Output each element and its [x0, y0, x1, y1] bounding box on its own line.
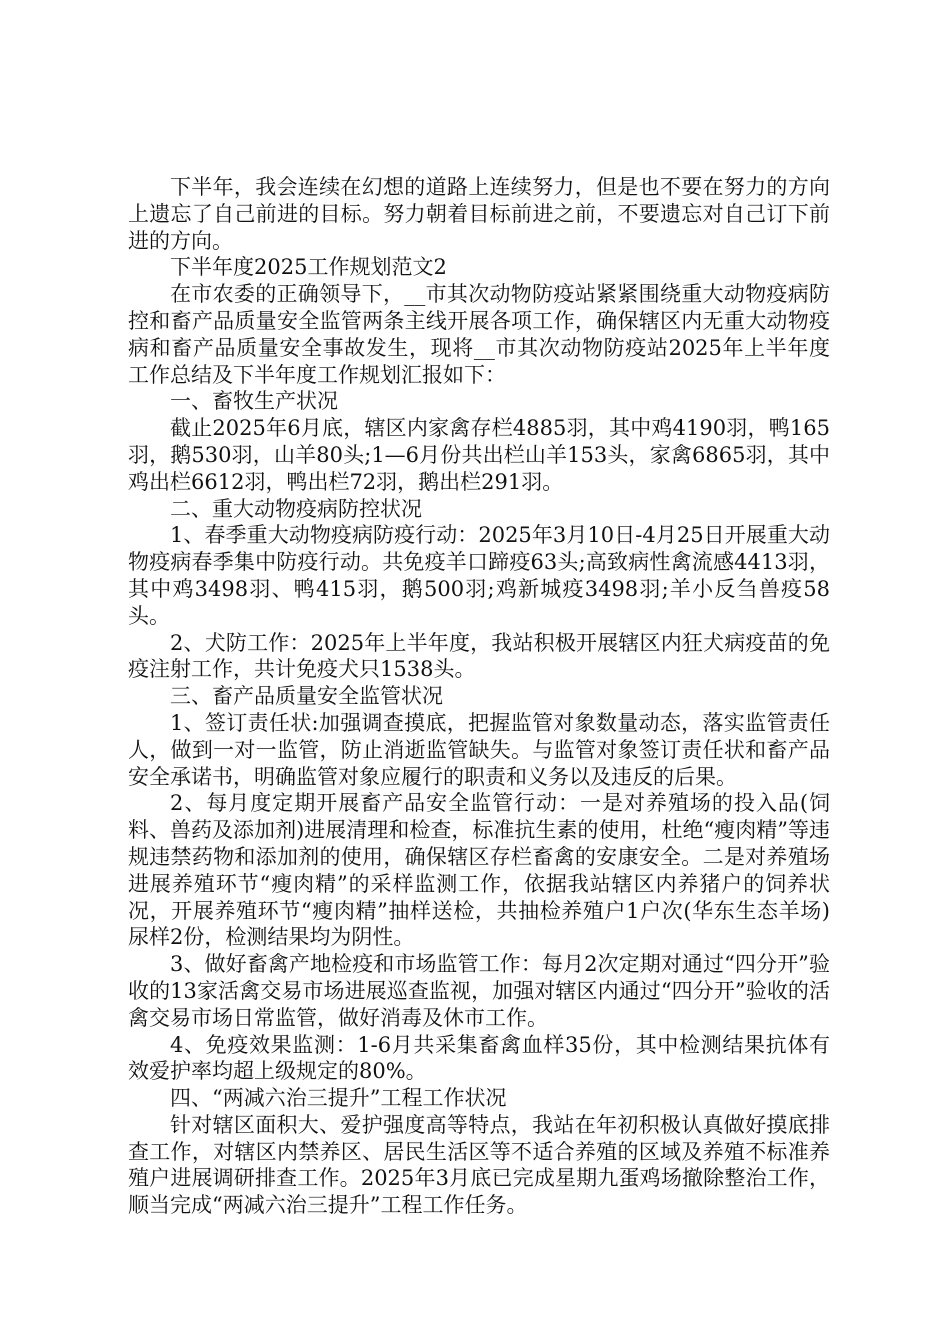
paragraph-project-details: 针对辖区面积大、爱护强度高等特点，我站在年初积极认真做好摸底排查工作，对辖区内禁养区、居民生活区等不适合养殖的区域及养殖不标准养殖户进展调研排查工作。2025年3月底已完成星期九蛋鸡场撤除整治工作，顺当完成“两减六治三提升”工程工作任务。 [128, 1112, 830, 1218]
paragraph-spring-prevention: 1、春季重大动物疫病防疫行动：2025年3月10日-4月25日开展重大动物疫病春季集中防疫行动。共免疫羊口蹄疫63头;高致病性禽流感4413羽，其中鸡3498羽、鸭415羽，鹅500羽;鸡新城疫3498羽;羊小反刍兽疫58头。 [128, 523, 830, 628]
paragraph-introduction: 在市农委的正确领导下，__市其次动物防疫站紧紧围绕重大动物疫病防控和畜产品质量安全监管两条主线开展各项工作，确保辖区内无重大动物疫病和畜产品质量安全事故发生，现将__市其次动物防疫站2025年上半年度工作总结及下半年度工作规划汇报如下： [128, 282, 830, 387]
paragraph-livestock-stats: 截止2025年6月底，辖区内家禽存栏4885羽，其中鸡4190羽，鸭165羽，鹅530羽，山羊80头;1—6月份共出栏山羊153头，家禽6865羽，其中鸡出栏6612羽，鸭出栏72羽，鹅出栏291羽。 [128, 416, 830, 494]
paragraph-rabies-prevention: 2、犬防工作：2025年上半年度，我站积极开展辖区内狂犬病疫苗的免疫注射工作，共计免疫犬只1538头。 [128, 630, 830, 682]
paragraph-responsibility: 1、签订责任状:加强调查摸底，把握监管对象数量动态，落实监管责任人，做到一对一监管，防止消逝监管缺失。与监管对象签订责任状和畜产品安全承诺书，明确监管对象应履行的职责和义务以及违反的后果。 [128, 710, 830, 789]
heading-disease-control: 二、重大动物疫病防控状况 [170, 496, 422, 521]
document-body [128, 174, 830, 1219]
heading-quality-safety: 三、畜产品质量安全监管状况 [170, 684, 443, 709]
paragraph-immunity-monitoring: 4、免疫效果监测：1-6月共采集畜禽血样35份，其中检测结果抗体有效爱护率均超上级规定的80%。 [128, 1032, 830, 1084]
section-title-sample-2: 下半年度2025工作规划范文2 [170, 255, 447, 280]
heading-project-status: 四、“两减六治三提升”工程工作状况 [170, 1086, 507, 1111]
heading-livestock-production: 一、畜牧生产状况 [170, 389, 338, 414]
paragraph-monthly-supervision: 2、每月度定期开展畜产品安全监管行动：一是对养殖场的投入品(饲料、兽药及添加剂)进展清理和检查，标准抗生素的使用，杜绝“瘦肉精”等违规违禁药物和添加剂的使用，确保辖区存栏畜禽的安康安全。二是对养殖场进展养殖环节“瘦肉精”的采样监测工作，依据我站辖区内养猪户的饲养状况，开展养殖环节“瘦肉精”抽样送检，共抽检养殖户1户次(华东生态羊场)尿样2份，检测结果均为阴性。 [128, 791, 830, 950]
paragraph-quarantine-market: 3、做好畜禽产地检疫和市场监管工作：每月2次定期对通过“四分开”验收的13家活禽交易市场进展巡查监视，加强对辖区内通过“四分开”验收的活禽交易市场日常监管，做好消毒及休市工作。 [128, 952, 830, 1030]
paragraph-closing-remarks: 下半年，我会连续在幻想的道路上连续努力，但是也不要在努力的方向上遗忘了自己前进的目标。努力朝着目标前进之前，不要遗忘对自己订下前进的方向。 [128, 175, 830, 253]
